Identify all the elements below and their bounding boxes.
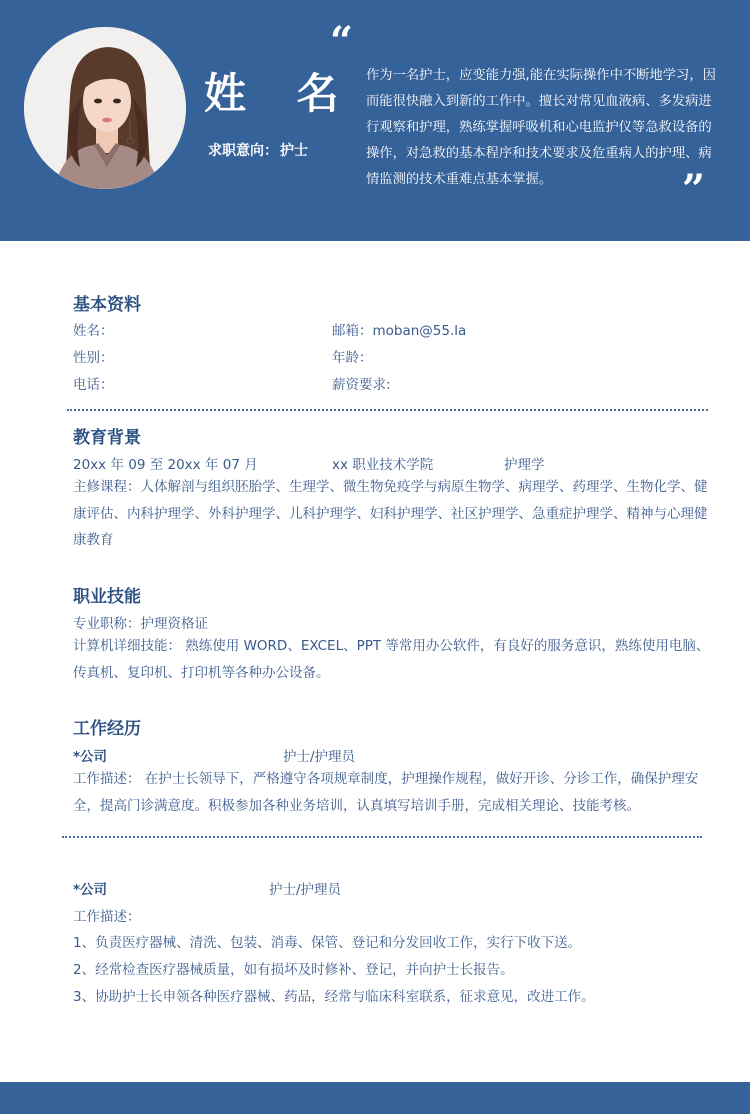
- self-introduction: 作为一名护士，应变能力强,能在实际操作中不断地学习，因而能很快融入到新的工作中。擅长对常见血液病、多发病进行观察和护理，熟练掌握呼吸机和心电监护仪等急救设备的操作，对急救的基本程序和技术要求及危重病人的护理、病情监测的技术重难点基本掌握。: [366, 68, 716, 187]
- job-position: 护士/护理员: [269, 882, 342, 898]
- section-title-basic: 基本资料: [73, 295, 141, 315]
- job-description-label: 工作描述：: [73, 909, 141, 925]
- education-period: 20xx 年 09 至 20xx 年 07 月: [73, 457, 258, 473]
- phone-label: 电话：: [73, 377, 114, 393]
- header-banner: [0, 0, 750, 241]
- name-label: 姓名：: [73, 323, 114, 339]
- avatar-photo: [24, 27, 186, 189]
- salary-label: 薪资要求:: [332, 377, 391, 393]
- job-position: 护士/护理员: [283, 749, 356, 765]
- section-title-education: 教育背景: [73, 428, 141, 448]
- email-row: [332, 319, 466, 339]
- footer-bar: [0, 1082, 750, 1114]
- job-company: *公司: [73, 749, 108, 765]
- education-courses: 主修课程：人体解剖与组织胚胎学、生理学、微生物免疫学与病原生物学、病理学、药理学、生物化学、健康评估、内科护理学、外科护理学、儿科护理学、妇科护理学、社区护理学、急重症护理学、精神与心理健康教育: [73, 479, 708, 548]
- avatar: [24, 27, 186, 189]
- section-divider: [67, 409, 708, 411]
- job-duty-item: 1、负责医疗器械、清洗、包装、消毒、保管、登记和分发回收工作，实行下收下送。: [73, 935, 582, 951]
- email-value: moban@55.la: [372, 323, 467, 339]
- gender-label: 性别：: [73, 350, 114, 366]
- email-label: 邮箱：: [332, 323, 373, 339]
- job-intent: [208, 140, 308, 160]
- education-school: xx 职业技术学院: [332, 457, 434, 473]
- section-title-work: 工作经历: [73, 719, 141, 739]
- skills-certificate: 专业职称：护理资格证: [73, 616, 208, 632]
- job-intent-label: 求职意向：: [208, 143, 278, 159]
- job-duty-item: 3、协助护士长申领各种医疗器械、药品，经常与临床科室联系，征求意见，改进工作。: [73, 989, 595, 1005]
- education-major: 护理学: [504, 457, 545, 473]
- job-description: 工作描述： 在护士长领导下，严格遵守各项规章制度，护理操作规程，做好开诊、分诊工作，确保护理安全，提高门诊满意度。积极参加各种业务培训，认真填写培训手册，完成相关理论、技能考核。: [73, 771, 699, 814]
- open-quote-icon: “: [330, 18, 354, 65]
- section-divider: [62, 836, 702, 838]
- skills-computer: 计算机详细技能： 熟练使用 WORD、EXCEL、PPT 等常用办公软件，有良好的服务意识，熟练使用电脑、传真机、复印机、打印机等各种办公设备。: [73, 638, 710, 681]
- person-name: 姓 名: [204, 69, 357, 118]
- age-label: 年龄：: [332, 350, 373, 366]
- section-title-skills: 职业技能: [73, 587, 141, 607]
- close-quote-icon: ”: [682, 166, 706, 213]
- job-duty-item: 2、经常检查医疗器械质量，如有损坏及时修补、登记，并向护士长报告。: [73, 962, 514, 978]
- job-company: *公司: [73, 882, 108, 898]
- job-intent-value: 护士: [280, 143, 308, 159]
